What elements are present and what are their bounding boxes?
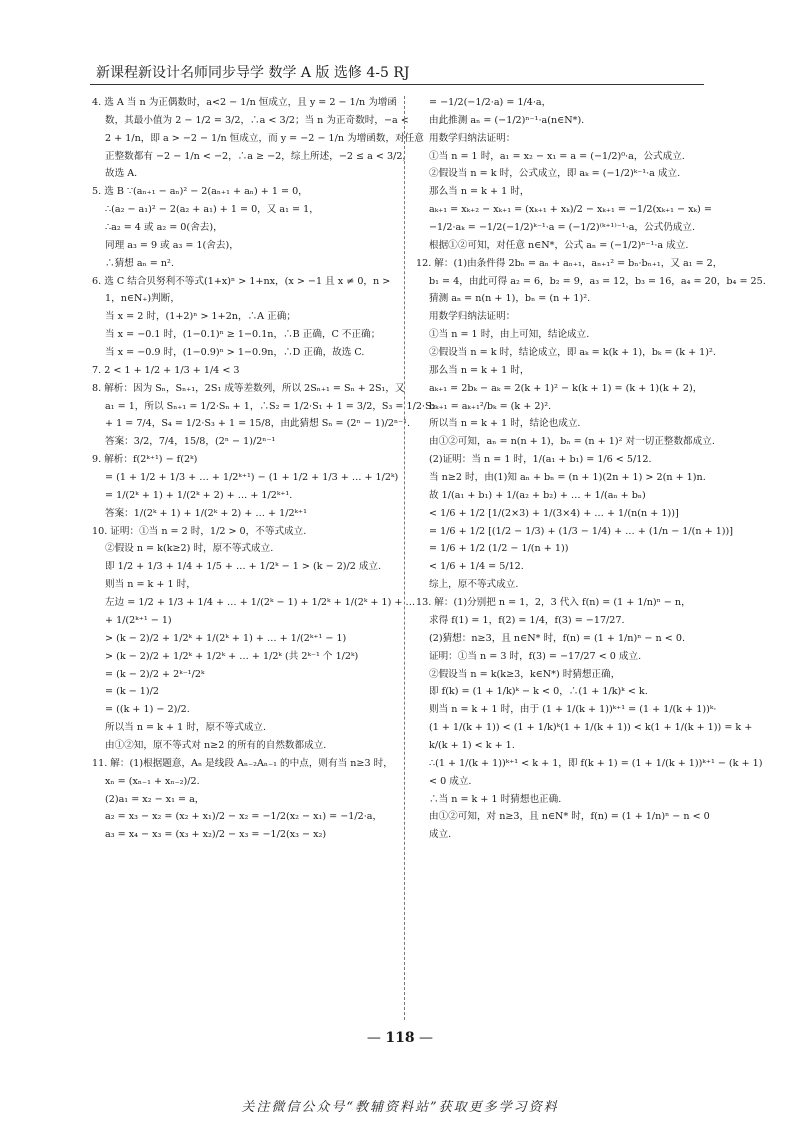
text-line: (2)证明：当 n = 1 时，1/(a₁ + b₁) = 1/6 < 5/12. — [429, 454, 652, 466]
text-line: 猜测 aₙ = n(n + 1)，bₙ = (n + 1)². — [429, 293, 591, 305]
text-line: ②假设当 n = k 时，结论成立，即 aₖ = k(k + 1)，bₖ = (k + 1)². — [429, 347, 716, 359]
text-line: = (k − 2)/2 + 2ᵏ⁻¹/2ᵏ — [105, 668, 205, 680]
text-line: (2)猜想：n≥3，且 n∈N* 时，f(n) = (1 + 1/n)ⁿ − n < 0. — [429, 632, 685, 644]
text-line: 当 x = −0.1 时，(1−0.1)ⁿ ≥ 1−0.1n，∴B 正确，C 不正确； — [105, 329, 381, 341]
page-header: 新课程新设计名师同步导学 数学 A 版 选修 4-5 RJ — [96, 65, 410, 81]
text-line: a₁ = 1，所以 Sₙ₊₁ = 1/2·Sₙ + 1，∴S₂ = 1/2·S₁ + 1 = 3/2，S₃ = 1/2·S₂ — [105, 400, 436, 412]
text-line: 9. 解析：f(2ᵏ⁺¹) − f(2ᵏ) — [92, 454, 198, 466]
text-line: 当 n≥2 时，由(1)知 aₙ + bₙ = (n + 1)(2n + 1) > 2(n + 1)n. — [429, 472, 706, 484]
text-line: = (1 + 1/2 + 1/3 + … + 1/2ᵏ⁺¹) − (1 + 1/2 + 1/3 + … + 1/2ᵏ) — [105, 472, 399, 484]
text-line: 13. 解：(1)分别把 n = 1，2，3 代入 f(n) = (1 + 1/n)ⁿ − n， — [416, 597, 691, 609]
text-line: 求得 f(1) = 1，f(2) = 1/4，f(3) = −17/27. — [429, 614, 625, 626]
text-line: 7. 2 < 1 + 1/2 + 1/3 + 1/4 < 3 — [92, 364, 240, 376]
text-line: 所以当 n = k + 1 时，原不等式成立. — [105, 722, 267, 734]
text-line: 答案：3/2，7/4，15/8，(2ⁿ − 1)/2ⁿ⁻¹ — [105, 436, 276, 448]
text-line: 左边 = 1/2 + 1/3 + 1/4 + … + 1/(2ᵏ − 1) + 1/2ᵏ + 1/(2ᵏ + 1) + … — [105, 597, 416, 609]
text-line: 那么当 n = k + 1 时， — [429, 364, 530, 376]
text-line: 成立. — [429, 829, 452, 841]
column-divider — [404, 96, 405, 1020]
text-line: 故 1/(a₁ + b₁) + 1/(a₂ + b₂) + … + 1/(aₙ + bₙ) — [429, 489, 646, 501]
text-line: (2)a₁ = x₂ − x₁ = a， — [105, 793, 205, 805]
text-line: 同理 a₃ = 9 或 a₃ = 1(舍去)， — [105, 239, 239, 251]
text-line: (1 + 1/(k + 1)) < (1 + 1/k)ᵏ(1 + 1/(k + 1)) < k(1 + 1/(k + 1)) = k + — [429, 722, 753, 734]
text-line: 1，n∈N₊)判断， — [105, 293, 180, 305]
text-line: 那么当 n = k + 1 时， — [429, 186, 530, 198]
text-line: ①当 n = 1 时，a₁ = x₂ − x₁ = a = (−1/2)⁰·a，公式成立. — [429, 150, 685, 162]
header-rule — [90, 84, 704, 85]
text-line: a₃ = x₄ − x₃ = (x₃ + x₂)/2 − x₃ = −1/2(x₃ − x₂) — [105, 829, 327, 841]
footer-note: 关注微信公众号“教辅资料站”获取更多学习资料 — [241, 1100, 559, 1115]
text-line: > (k − 2)/2 + 1/2ᵏ + 1/2ᵏ + … + 1/2ᵏ (共 2ᵏ⁻¹ 个 1/2ᵏ) — [105, 650, 359, 662]
text-line: 即 f(k) = (1 + 1/k)ᵏ − k < 0，∴(1 + 1/k)ᵏ < k. — [429, 686, 648, 698]
text-line: 10. 证明：①当 n = 2 时，1/2 > 0，不等式成立. — [92, 525, 307, 537]
text-line: = 1/6 + 1/2 [(1/2 − 1/3) + (1/3 − 1/4) + … + (1/n − 1/(n + 1))] — [429, 525, 734, 537]
text-line: ①当 n = 1 时，由上可知，结论成立. — [429, 329, 590, 341]
text-line: 2 + 1/n，即 a > −2 − 1/n 恒成立，而 y = −2 − 1/n 为增函数，对任意 — [105, 132, 424, 144]
text-line: 综上，原不等式成立. — [429, 579, 519, 591]
text-line: 由①②可知，aₙ = n(n + 1)，bₙ = (n + 1)² 对一切正整数都成立. — [429, 436, 715, 448]
text-line: aₖ₊₁ = 2bₖ − aₖ = 2(k + 1)² − k(k + 1) = (k + 1)(k + 2)， — [429, 382, 703, 394]
text-line: k/(k + 1) < k + 1. — [429, 739, 515, 751]
text-line: < 1/6 + 1/2 [1/(2×3) + 1/(3×4) + … + 1/(n(n + 1))] — [429, 507, 679, 519]
text-line: 所以当 n = k + 1 时，结论也成立. — [429, 418, 581, 430]
text-line: 当 x = −0.9 时，(1−0.9)ⁿ > 1−0.9n，∴D 正确，故选 C. — [105, 347, 365, 359]
text-line: 则当 n = k + 1 时，由于 (1 + 1/(k + 1))ᵏ⁺¹ = (1 + 1/(k + 1))ᵏ· — [429, 704, 717, 716]
text-line: b₁ = 4，由此可得 a₂ = 6，b₂ = 9，a₃ = 12，b₃ = 16，a₄ = 20，b₄ = 25. — [429, 275, 766, 287]
text-line: bₖ₊₁ = aₖ₊₁²/bₖ = (k + 2)². — [429, 400, 552, 412]
left-column — [92, 96, 436, 846]
text-line: + 1 = 7/4，S₄ = 1/2·S₃ + 1 = 15/8，由此猜想 Sₙ = (2ⁿ − 1)/2ⁿ⁻¹. — [105, 418, 411, 430]
text-line: = 1/6 + 1/2 (1/2 − 1/(n + 1)) — [429, 543, 569, 555]
text-line: ∴(a₂ − a₁)² − 2(a₂ + a₁) + 1 = 0，又 a₁ = 1， — [105, 204, 319, 216]
text-line: ∴(1 + 1/(k + 1))ᵏ⁺¹ < k + 1，即 f(k + 1) = (1 + 1/(k + 1))ᵏ⁺¹ − (k + 1) — [429, 757, 763, 769]
text-line: 12. 解：(1)由条件得 2bₙ = aₙ + aₙ₊₁，aₙ₊₁² = bₙ·bₙ₊₁，又 a₁ = 2， — [416, 257, 723, 269]
text-line: 当 x = 2 时，(1+2)ⁿ > 1+2n，∴A 正确； — [105, 311, 296, 323]
text-line: 证明：①当 n = 3 时，f(3) = −17/27 < 0 成立. — [429, 650, 642, 662]
text-line: ∴当 n = k + 1 时猜想也正确. — [429, 793, 562, 805]
text-line: = 1/(2ᵏ + 1) + 1/(2ᵏ + 2) + … + 1/2ᵏ⁺¹. — [105, 489, 293, 501]
text-line: 正整数都有 −2 − 1/n < −2，∴a ≥ −2，综上所述，−2 ≤ a < 3/2， — [105, 150, 413, 162]
text-line: xₙ = (xₙ₋₁ + xₙ₋₂)/2. — [105, 775, 200, 787]
text-line: = (k − 1)/2 — [105, 686, 159, 698]
text-line: 即 1/2 + 1/3 + 1/4 + 1/5 + … + 1/2ᵏ − 1 > (k − 2)/2 成立. — [105, 561, 382, 573]
text-line: ②假设 n = k(k≥2) 时，原不等式成立. — [105, 543, 274, 555]
text-line: 11. 解：(1)根据题意，Aₙ 是线段 Aₙ₋₂Aₙ₋₁ 的中点，则有当 n≥3 时， — [92, 757, 393, 769]
text-line: ②假设当 n = k(k≥3，k∈N*) 时猜想正确， — [429, 668, 621, 680]
text-line: 由此推测 aₙ = (−1/2)ⁿ⁻¹·a(n∈N*). — [429, 114, 585, 126]
text-line: 由①②可知，对 n≥3，且 n∈N* 时，f(n) = (1 + 1/n)ⁿ − n < 0 — [429, 811, 710, 823]
text-line: 根据①②可知，对任意 n∈N*，公式 aₙ = (−1/2)ⁿ⁻¹·a 成立. — [429, 239, 689, 251]
text-line: + 1/(2ᵏ⁺¹ − 1) — [105, 614, 172, 626]
text-line: < 0 成立. — [429, 775, 472, 787]
right-column — [416, 96, 766, 846]
text-line: 4. 选 A 当 n 为正偶数时，a<2 − 1/n 恒成立，且 y = 2 − 1/n 为增函 — [92, 97, 397, 108]
text-line: 6. 选 C 结合贝努利不等式(1+x)ⁿ > 1+nx，(x > −1 且 x ≠ 0，n > — [92, 275, 391, 287]
text-line: ∴猜想 aₙ = n². — [105, 257, 174, 269]
text-line: −1/2·aₖ = −1/2(−1/2)ᵏ⁻¹·a = (−1/2)⁽ᵏ⁺¹⁾⁻¹·a，公式仍成立. — [429, 222, 696, 234]
text-line: 则当 n = k + 1 时， — [105, 579, 196, 591]
text-line: 由①②知，原不等式对 n≥2 的所有的自然数都成立. — [105, 739, 327, 751]
text-line: 用数学归纳法证明： — [429, 132, 516, 144]
text-line: 答案：1/(2ᵏ + 1) + 1/(2ᵏ + 2) + … + 1/2ᵏ⁺¹ — [105, 507, 307, 519]
text-line: ②假设当 n = k 时，公式成立，即 aₖ = (−1/2)ᵏ⁻¹·a 成立. — [429, 168, 681, 180]
text-line: 数，其最小值为 2 − 1/2 = 3/2，∴a < 3/2；当 n 为正奇数时，−a < — [105, 114, 409, 126]
text-line: = −1/2(−1/2·a) = 1/4·a， — [429, 97, 552, 108]
text-line: < 1/6 + 1/4 = 5/12. — [429, 561, 524, 573]
text-line: > (k − 2)/2 + 1/2ᵏ + 1/(2ᵏ + 1) + … + 1/(2ᵏ⁺¹ − 1) — [105, 632, 347, 644]
text-line: aₖ₊₁ = xₖ₊₂ − xₖ₊₁ = (xₖ₊₁ + xₖ)/2 − xₖ₊₁ = −1/2(xₖ₊₁ − xₖ) = — [429, 204, 712, 216]
text-line: 8. 解析：因为 Sₙ，Sₙ₊₁，2S₁ 成等差数列，所以 2Sₙ₊₁ = Sₙ + 2S₁，又 — [92, 382, 405, 394]
text-line: a₂ = x₃ − x₂ = (x₂ + x₁)/2 − x₂ = −1/2(x₂ − x₁) = −1/2·a， — [105, 811, 383, 823]
text-line: = ((k + 1) − 2)/2. — [105, 704, 190, 716]
text-line: 用数学归纳法证明： — [429, 311, 516, 323]
page-number: — 118 — — [0, 1030, 800, 1046]
text-line: ∴a₂ = 4 或 a₂ = 0(舍去)， — [105, 222, 223, 234]
text-line: 故选 A. — [105, 168, 138, 180]
text-line: 5. 选 B ∵(aₙ₊₁ − aₙ)² − 2(aₙ₊₁ + aₙ) + 1 = 0， — [92, 186, 308, 198]
